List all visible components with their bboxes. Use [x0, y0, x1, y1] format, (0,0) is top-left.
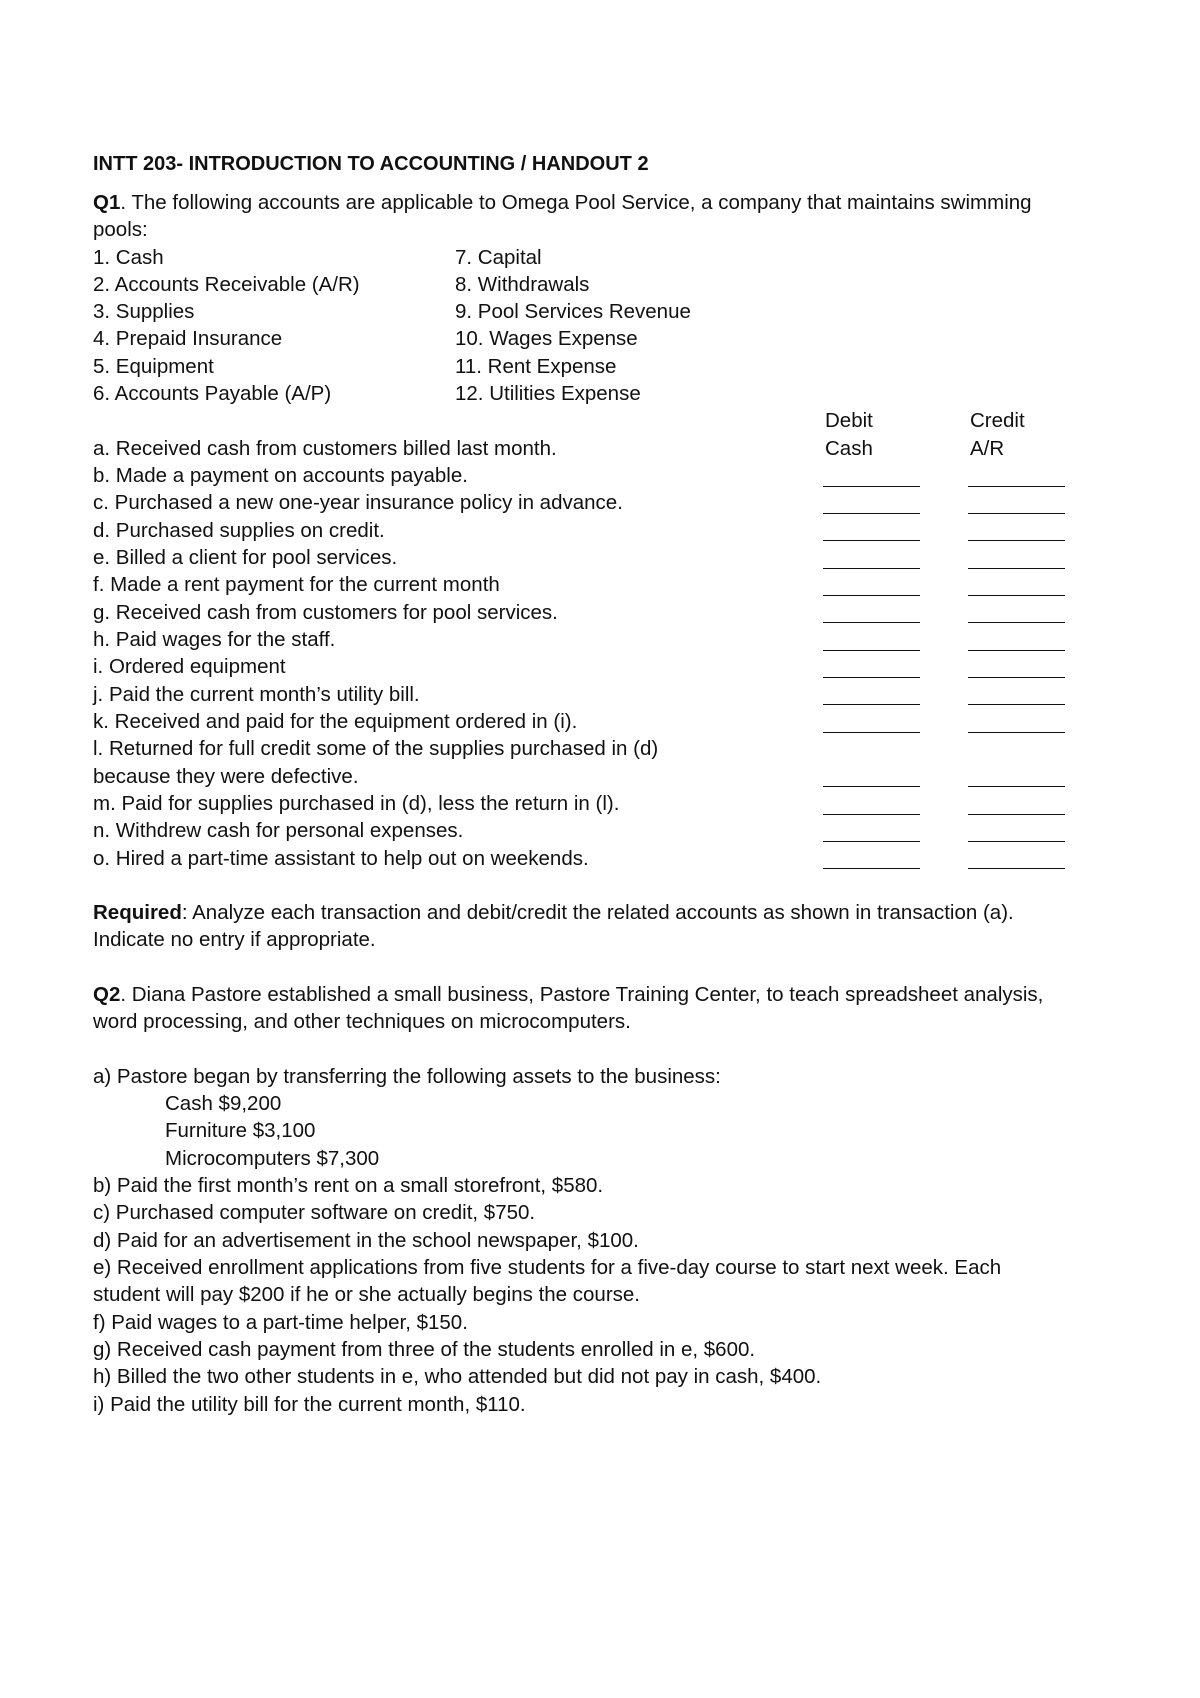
q2-asset-item: Microcomputers $7,300 [165, 1147, 380, 1170]
transaction-item: a. Received cash from customers billed last month. [93, 437, 557, 460]
q1-intro-cont: pools: [93, 218, 148, 241]
debit-answer-blank[interactable] [823, 868, 920, 869]
debit-answer-blank[interactable] [823, 650, 920, 651]
transaction-item: j. Paid the current month’s utility bill. [93, 683, 420, 706]
transaction-item: k. Received and paid for the equipment ordered in (i). [93, 710, 578, 733]
q1-required: Required: Analyze each transaction and debit/credit the related accounts as shown in transaction (a). [93, 901, 1014, 924]
credit-answer-blank[interactable] [968, 786, 1065, 787]
transaction-item-cont: because they were defective. [93, 765, 359, 788]
debit-answer-blank[interactable] [823, 732, 920, 733]
debit-answer-blank[interactable] [823, 486, 920, 487]
debit-answer-blank[interactable] [823, 814, 920, 815]
transaction-item: h. Paid wages for the staff. [93, 628, 336, 651]
credit-answer-blank[interactable] [968, 677, 1065, 678]
debit-answer-blank[interactable] [823, 786, 920, 787]
q2-item: d) Paid for an advertisement in the school newspaper, $100. [93, 1229, 639, 1252]
handout-page: INTT 203- INTRODUCTION TO ACCOUNTING / HANDOUT 2 Q1. The following accounts are applicable to Omega Pool Service, a company that maintains swimming pools: 1. Cash 7. Capital 2. Accounts Receivable (A/R) 8. Withdrawals 3. Supplies 9. Pool Services Revenue 4. Prepaid Insurance 10. Wages Expense 5. Equipment 11. Rent Expense 6. Accounts Payable (A/P) 12. Utilities Expense Debit Credit Cash A/R a. Received cash from customers billed last month. b. Made a payment on accounts payable. c. Purchased a new one-year insurance policy in advance. d. Purchased supplies on credit. e. Billed a client for pool services. f. Made a rent payment for the current month g. Received cash from customers for pool services. h. Paid wages for the staff. i. Ordered equipment j. Paid the current month’s utility bill. k. Received and paid for the equipment ordered in (i). l. Returned for full credit some of the supplies purchased in (d) because they were defective. m. Paid for supplies purchased in (d), less the return in (l). n. Withdrew cash for personal expenses. o. Hired a part-time assistant to help out on weekends. Required: Analyze each transaction and debit/credit the related accounts as shown in transaction (a). Indicate no entry if appropriate. Q2. Diana Pastore established a small business, Pastore Training Center, to teach spreadsheet analysis, word processing, and other techniques on microcomputers. a) Pastore began by transferring the following assets to the business: Cash $9,200 Furniture $3,100 Microcomputers $7,300 b) Paid the first month’s rent on a small storefront, $580. c) Purchased computer software on credit, $750. d) Paid for an advertisement in the school newspaper, $100. e) Received enrollment applications from five students for a five-day course to start next week. Each student will pay $200 if he or she actually begins the course. f) Paid wages to a part-time helper, $150. g) Received cash payment from three of the students enrolled in e, $600. h) Billed the two other students in e, who attended but did not pay in cash, $400. i) Paid the utility bill for the current month, $110. [0, 0, 1200, 1698]
debit-answer-blank[interactable] [823, 595, 920, 596]
transaction-item: i. Ordered equipment [93, 655, 286, 678]
credit-answer-blank[interactable] [968, 595, 1065, 596]
debit-answer-blank[interactable] [823, 704, 920, 705]
q1-label: Q1 [93, 191, 121, 214]
credit-answer-blank[interactable] [968, 732, 1065, 733]
document-title: INTT 203- INTRODUCTION TO ACCOUNTING / HANDOUT 2 [93, 153, 649, 175]
q2-intro-cont: word processing, and other techniques on microcomputers. [93, 1010, 631, 1033]
q2-item: f) Paid wages to a part-time helper, $150. [93, 1311, 468, 1334]
transaction-item: c. Purchased a new one-year insurance policy in advance. [93, 491, 623, 514]
q2-item: e) Received enrollment applications from five students for a five-day course to start next week. Each [93, 1256, 1002, 1279]
credit-answer-blank[interactable] [968, 650, 1065, 651]
credit-answer-blank[interactable] [968, 486, 1065, 487]
transaction-item: n. Withdrew cash for personal expenses. [93, 819, 464, 842]
q2-intro: Q2. Diana Pastore established a small business, Pastore Training Center, to teach spreadsheet analysis, [93, 983, 1044, 1006]
credit-answer-blank[interactable] [968, 868, 1065, 869]
debit-answer-blank[interactable] [823, 513, 920, 514]
debit-answer-blank[interactable] [823, 841, 920, 842]
credit-answer-blank[interactable] [968, 540, 1065, 541]
transaction-item: b. Made a payment on accounts payable. [93, 464, 468, 487]
debit-answer-blank[interactable] [823, 540, 920, 541]
q2-item: i) Paid the utility bill for the current month, $110. [93, 1393, 526, 1416]
q2-asset-item: Cash $9,200 [165, 1092, 282, 1115]
credit-answer-blank[interactable] [968, 622, 1065, 623]
debit-answer-blank[interactable] [823, 677, 920, 678]
q2-item: b) Paid the first month’s rent on a small storefront, $580. [93, 1174, 604, 1197]
credit-answer-blank[interactable] [968, 568, 1065, 569]
credit-column-header: Credit [970, 409, 1025, 432]
q2-item: g) Received cash payment from three of the students enrolled in e, $600. [93, 1338, 756, 1361]
debit-answer-blank[interactable] [823, 622, 920, 623]
q2-item: h) Billed the two other students in e, who attended but did not pay in cash, $400. [93, 1365, 822, 1388]
debit-answer-blank[interactable] [823, 568, 920, 569]
q2-asset-item: Furniture $3,100 [165, 1119, 316, 1142]
transaction-item: f. Made a rent payment for the current month [93, 573, 500, 596]
transaction-item: g. Received cash from customers for pool services. [93, 601, 558, 624]
q1-intro: Q1. The following accounts are applicable to Omega Pool Service, a company that maintains swimming [93, 191, 1032, 214]
transaction-item: d. Purchased supplies on credit. [93, 519, 385, 542]
transaction-item: e. Billed a client for pool services. [93, 546, 398, 569]
required-label: Required [93, 901, 182, 924]
q2-item: c) Purchased computer software on credit, $750. [93, 1201, 536, 1224]
example-debit-answer: Cash [825, 437, 873, 460]
credit-answer-blank[interactable] [968, 513, 1065, 514]
credit-answer-blank[interactable] [968, 814, 1065, 815]
credit-answer-blank[interactable] [968, 841, 1065, 842]
q2-item-cont: student will pay $200 if he or she actually begins the course. [93, 1283, 640, 1306]
q1-required-cont: Indicate no entry if appropriate. [93, 928, 376, 951]
debit-column-header: Debit [825, 409, 873, 432]
credit-answer-blank[interactable] [968, 704, 1065, 705]
transaction-item: o. Hired a part-time assistant to help out on weekends. [93, 847, 589, 870]
example-credit-answer: A/R [970, 437, 1005, 460]
q2-label: Q2 [93, 983, 121, 1006]
transaction-item: l. Returned for full credit some of the supplies purchased in (d) [93, 737, 659, 760]
q2-item: a) Pastore began by transferring the following assets to the business: [93, 1065, 721, 1088]
transaction-item: m. Paid for supplies purchased in (d), less the return in (l). [93, 792, 620, 815]
